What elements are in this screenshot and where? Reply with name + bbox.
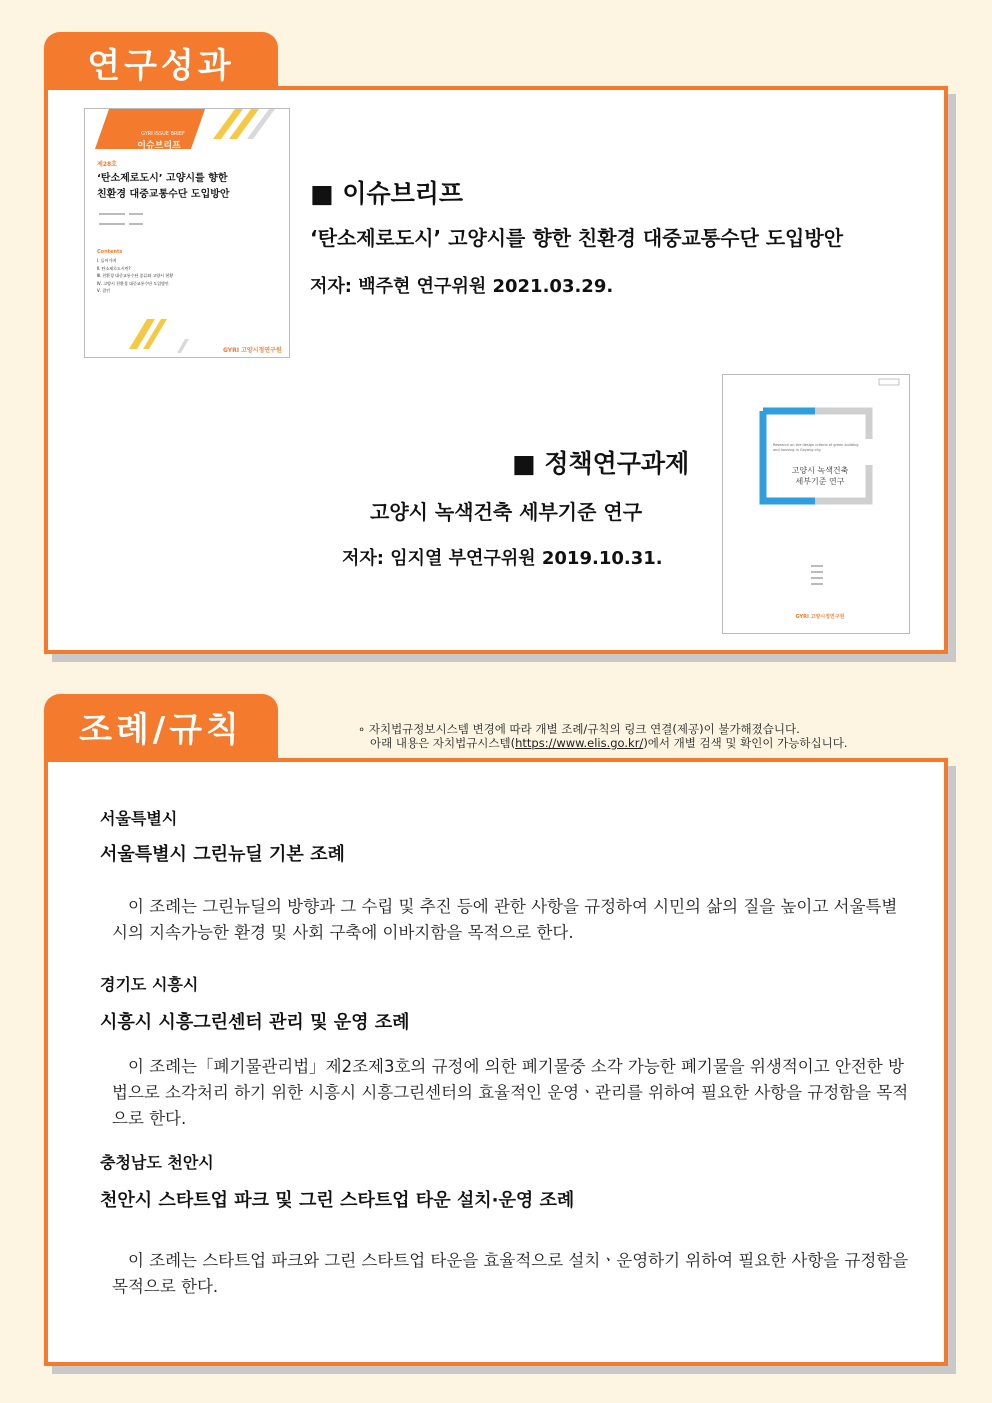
cover-contents-item: Ⅴ. 결언 — [97, 288, 111, 293]
policy-cover-ko-line2: 세부기준 연구 — [795, 477, 845, 486]
policy-cover-graphic — [723, 375, 910, 634]
policy-cover-ko-line1: 고양시 녹색건축 — [791, 466, 849, 475]
notice-line1: ∘ 자치법규정보시스템 변경에 따라 개별 조례/규칙의 링크 연결(제공)이 불가해졌습니다. — [358, 722, 800, 736]
ordinance-region: 서울특별시 — [100, 809, 178, 828]
cover-contents-list — [97, 257, 173, 295]
cover-title-line1: ‘탄소제로도시’ 고양시를 향한 — [97, 173, 228, 184]
section-tab-research — [44, 32, 278, 92]
elis-link[interactable]: https://www.elis.go.kr/ — [515, 736, 644, 750]
issue-brief-heading: ■ 이슈브리프 — [310, 179, 464, 208]
ordinance-title[interactable]: 서울특별시 그린뉴딜 기본 조례 — [100, 844, 345, 865]
cover-banner-title: 이슈브리프 — [137, 141, 181, 151]
cover-contents-item: Ⅳ. 고양시 친환경 대중교통수단 도입방안 — [97, 280, 169, 286]
ordinance-title[interactable]: 천안시 스타트업 파크 및 그린 스타트업 타운 설치·운영 조례 — [100, 1190, 575, 1211]
issue-brief-author: 저자: 백주현 연구위원 2021.03.29. — [310, 276, 614, 297]
notice-line2-post: )에서 개별 검색 및 확인이 가능하십니다. — [643, 736, 848, 750]
policy-cover-logo: GYRI 고양시정연구원 — [795, 614, 845, 620]
ordinance-title[interactable]: 시흥시 시흥그린센터 관리 및 운영 조례 — [100, 1012, 410, 1033]
policy-heading: ■ 정책연구과제 — [512, 449, 690, 478]
cover-issue-no: 제28호 — [97, 161, 117, 168]
policy-report-cover[interactable] — [722, 374, 910, 634]
cover-contents-label: Contents — [97, 249, 123, 255]
cover-contents-item: Ⅲ. 친환경 대중교통수단 종류와 고양시 현황 — [97, 273, 174, 278]
cover-contents-item: Ⅰ. 들어가며 — [97, 258, 117, 263]
section-title-ordinance: 조례/규칙 — [79, 709, 243, 750]
section-title-research: 연구성과 — [87, 45, 235, 86]
issue-brief-title[interactable]: ‘탄소제로도시’ 고양시를 향한 친환경 대중교통수단 도입방안 — [310, 226, 844, 250]
cover-logo: GYRI 고양시정연구원 — [223, 347, 282, 354]
section-tab-ordinance — [44, 694, 278, 758]
ordinance-region: 경기도 시흥시 — [100, 975, 199, 994]
research-panel — [44, 86, 948, 654]
ordinance-desc: 이 조례는 스타트업 파크와 그린 스타트업 타운을 효율적으로 설치ㆍ운영하기 위하여 필요한 사항을 규정함을 목적으로 한다. — [112, 1251, 909, 1296]
cover-title-line2: 친환경 대중교통수단 도입방안 — [97, 189, 230, 200]
policy-cover-en-title: Research on the design criteria of green building and housing in Goyang city — [773, 443, 859, 452]
ordinance-panel — [44, 758, 948, 1366]
ordinance-desc: 이 조례는 그린뉴딜의 방향과 그 수립 및 추진 등에 관한 사항을 규정하여 시민의 삶의 질을 높이고 서울특별시의 지속가능한 환경 및 사회 구축에 이바지함을 목적으로 한다. — [112, 897, 898, 942]
issue-brief-cover[interactable] — [84, 108, 290, 358]
ordinance-notice — [358, 722, 958, 750]
policy-author: 저자: 임지열 부연구위원 2019.10.31. — [342, 548, 663, 569]
cover-contents-item: Ⅱ. 탄소제로도시란? — [97, 265, 131, 271]
policy-title[interactable]: 고양시 녹색건축 세부기준 연구 — [370, 500, 643, 524]
notice-line2-pre: 아래 내용은 자치법규시스템( — [370, 736, 516, 750]
ordinance-desc: 이 조례는「폐기물관리법」제2조제3호의 규정에 의한 폐기물중 소각 가능한 폐기물을 위생적이고 안전한 방법으로 소각처리 하기 위한 시흥시 시흥그린센터의 효율적인 운영ㆍ관리를 위하여 필요한 사항을 규정함을 목적으로 한다. — [112, 1057, 909, 1128]
notice-line2 — [358, 736, 958, 750]
ordinance-region: 충청남도 천안시 — [100, 1153, 214, 1172]
cover-banner-small: GYRI ISSUE BRIEF — [141, 131, 185, 137]
